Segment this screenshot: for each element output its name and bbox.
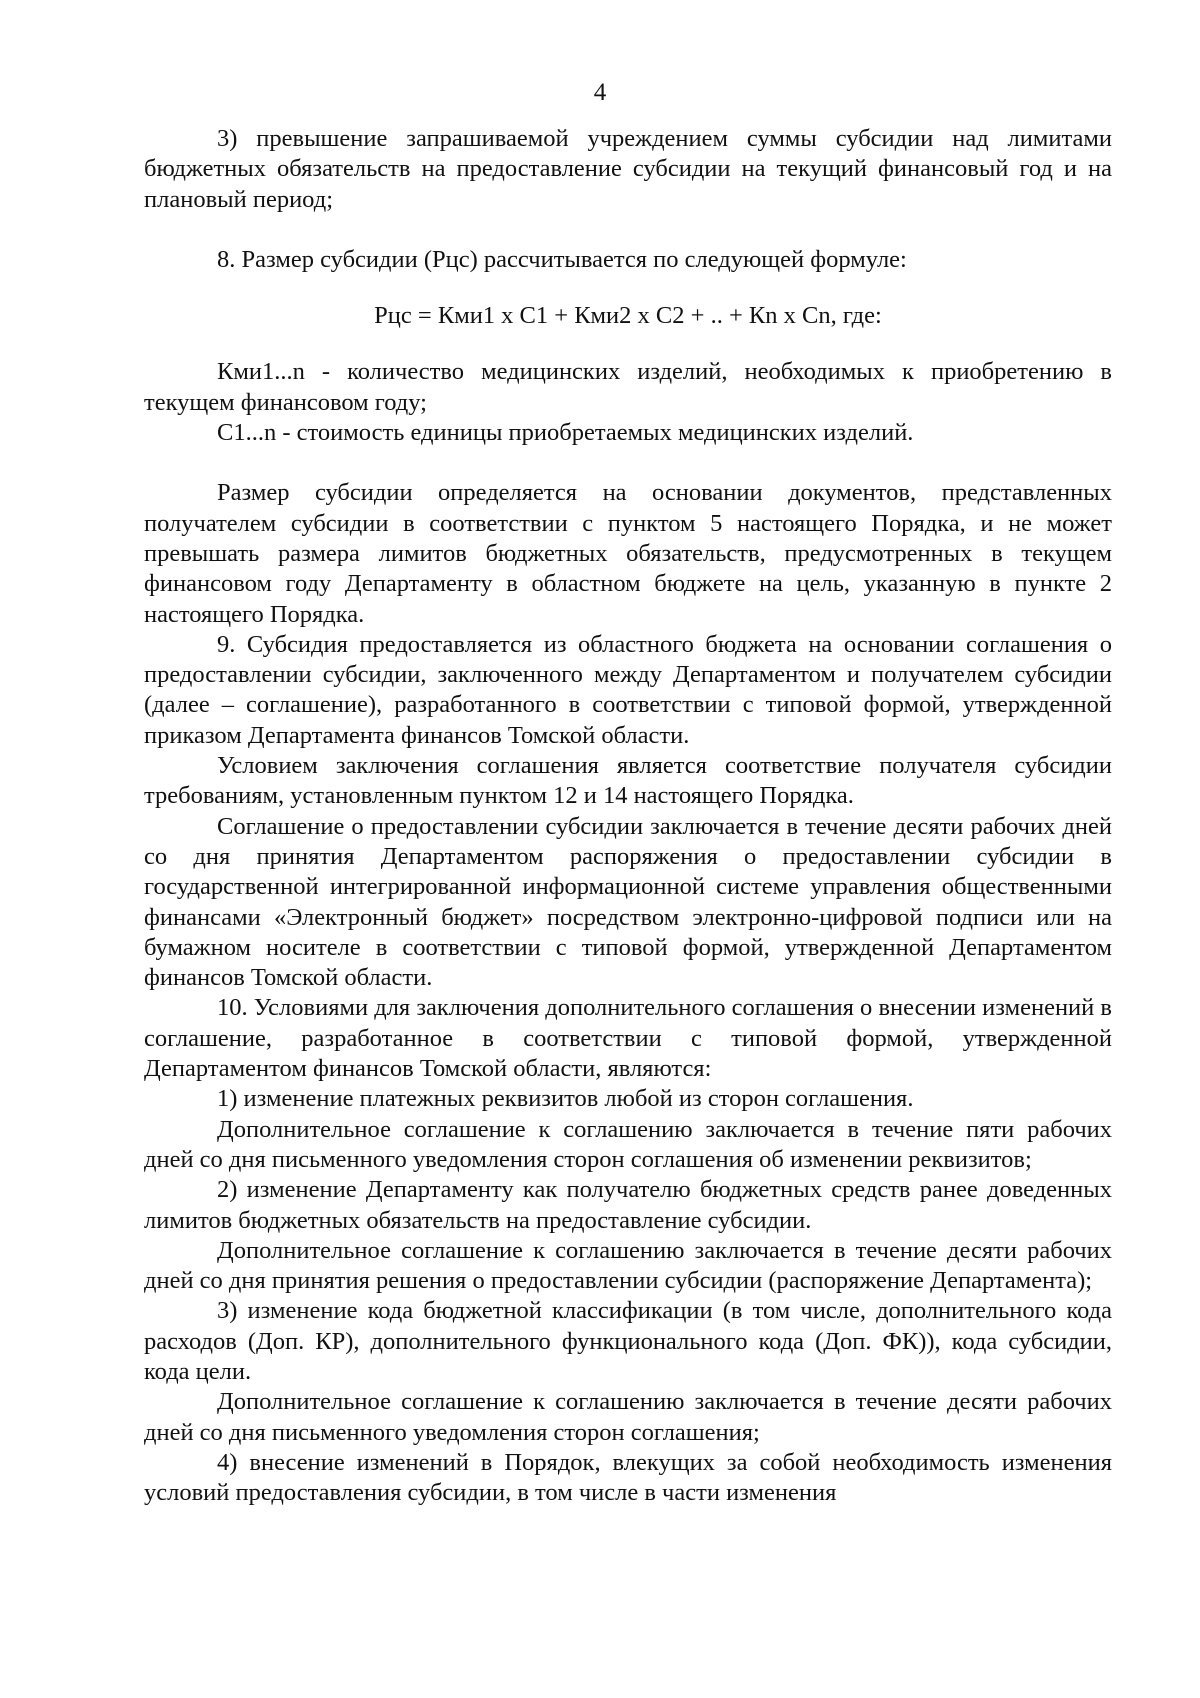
paragraph-item-10-1: 1) изменение платежных реквизитов любой из сторон соглашения. xyxy=(217,1085,914,1113)
paragraph-item-10-2-term: Дополнительное соглашение к соглашению заключается в течение десяти рабочих дней со дня принятия решения о предоставлении субсидии (распоряжение Департамента); xyxy=(144,1236,1112,1295)
paragraph-c-definition: С1...n - стоимость единицы приобретаемых медицинских изделий. xyxy=(217,419,914,447)
paragraph-item-10-2: 2) изменение Департаменту как получателю бюджетных средств ранее доведенных лимитов бюджетных обязательств на предоставление субсидии. xyxy=(144,1176,1112,1234)
paragraph-item-10-1-term: Дополнительное соглашение к соглашению заключается в течение пяти рабочих дней со дня письменного уведомления сторон соглашения об изменении реквизитов; xyxy=(144,1115,1112,1173)
paragraph-item-10-3-term: Дополнительное соглашение к соглашению заключается в течение десяти рабочих дней со дня письменного уведомления сторон соглашения; xyxy=(144,1388,1112,1446)
paragraph-agreement-condition: Условием заключения соглашения является соответствие получателя субсидии требованиям, установленным пунктом 12 и 14 настоящего Порядка. xyxy=(144,752,1112,810)
paragraph-kmi-definition: Кми1...n - количество медицинских изделий, необходимых к приобретению в текущем финансовом году; xyxy=(144,358,1112,416)
paragraph-section-9: 9. Субсидия предоставляется из областного бюджета на основании соглашения о предоставлении субсидии, заключенного между Департаментом и получателем субсидии (далее – соглашение), разработанного в соответствии с типовой формой, утвержденной приказом Департамента финансов Томской области. xyxy=(144,630,1112,749)
paragraph-item-10-3: 3) изменение кода бюджетной классификации (в том числе, дополнительного кода расходов (Доп. КР), дополнительного функционального кода (Доп. ФК)), кода субсидии, кода цели. xyxy=(144,1297,1112,1385)
page-number: 4 xyxy=(593,79,607,106)
formula: Рцс = Кми1 х С1 + Кми2 х С2 + .. + Кn х Сn, где: xyxy=(374,302,882,330)
paragraph-agreement-term: Соглашение о предоставлении субсидии заключается в течение десяти рабочих дней со дня принятия Департаментом распоряжения о предоставлении субсидии в государственной интегрированной информационной системе управления общественными финансами «Электронный бюджет» посредством электронно-цифровой подписи или на бумажном носителе в соответствии с типовой формой, утвержденной Департаментом финансов Томской области. xyxy=(144,812,1112,992)
document-body xyxy=(144,124,1112,1508)
paragraph-section-10: 10. Условиями для заключения дополнительного соглашения о внесении изменений в соглашение, разработанное в соответствии с типовой формой, утвержденной Департаментом финансов Томской области, являются: xyxy=(144,994,1112,1083)
paragraph-item-10-4: 4) внесение изменений в Порядок, влекущих за собой необходимость изменения условий предоставления субсидии, в том числе в части изменения xyxy=(144,1448,1112,1507)
paragraph-item-3: 3) превышение запрашиваемой учреждением суммы субсидии над лимитами бюджетных обязательств на предоставление субсидии на текущий финансовый год и на плановый период; xyxy=(144,125,1112,213)
paragraph-section-8: 8. Размер субсидии (Рцс) рассчитывается по следующей формуле: xyxy=(217,245,907,273)
paragraph-subsidy-size: Размер субсидии определяется на основании документов, представленных получателем субсидии в соответствии с пунктом 5 настоящего Порядка, и не может превышать размера лимитов бюджетных обязательств, предусмотренных в текущем финансовом году Департаменту в областном бюджете на цель, указанную в пункте 2 настоящего Порядка. xyxy=(144,479,1112,628)
